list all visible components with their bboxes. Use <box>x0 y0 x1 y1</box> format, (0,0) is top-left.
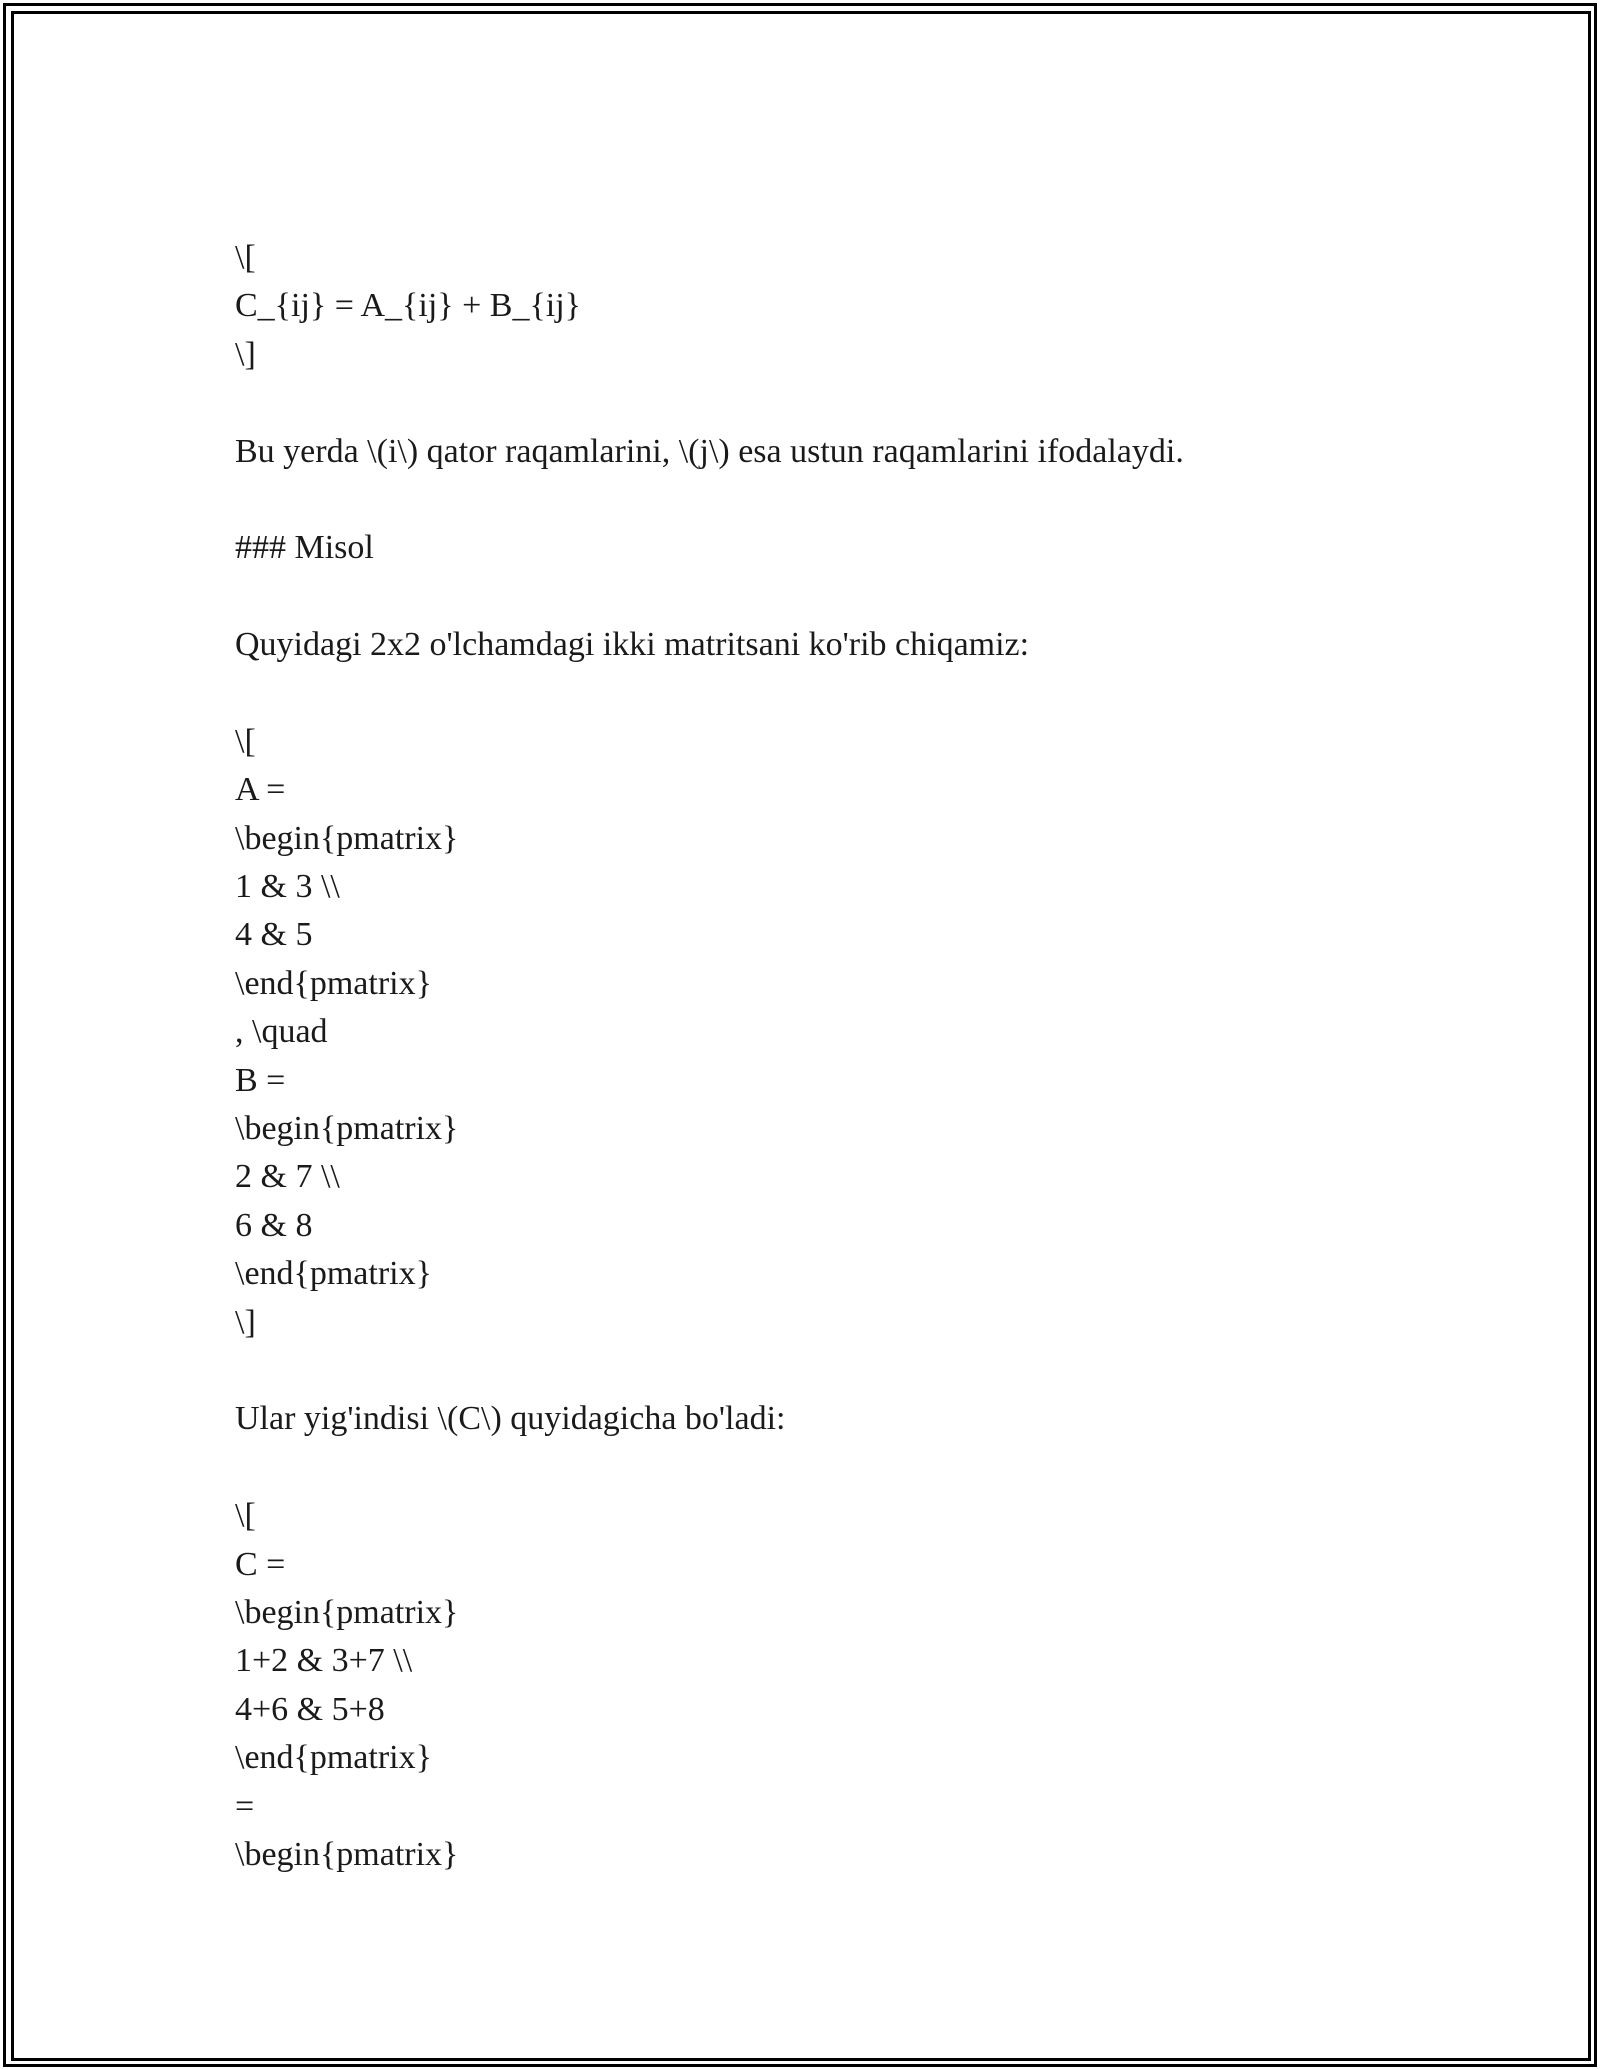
spacer <box>235 573 1435 621</box>
formula-line: \[ <box>235 722 256 760</box>
spacer <box>235 476 1435 524</box>
formula-line: \begin{pmatrix} <box>235 1593 459 1631</box>
paragraph-sum-intro: Ular yig'indisi \(C\) quyidagicha bo'ladi: <box>235 1400 786 1438</box>
formula-line: B = <box>235 1061 286 1099</box>
formula-block-1 <box>235 234 1435 379</box>
formula-line: , \quad <box>235 1013 328 1051</box>
spacer <box>235 1347 1435 1395</box>
spacer <box>235 379 1435 427</box>
formula-line: C = <box>235 1545 286 1583</box>
formula-line: = <box>235 1787 255 1825</box>
formula-line: \end{pmatrix} <box>235 1739 432 1777</box>
formula-line: 6 & 8 <box>235 1206 313 1244</box>
formula-block-3 <box>235 1492 1435 1879</box>
spacer <box>235 670 1435 718</box>
formula-line: \] <box>235 335 256 373</box>
formula-line: \end{pmatrix} <box>235 964 432 1002</box>
document-body <box>235 234 1435 1879</box>
formula-block-2 <box>235 718 1435 1347</box>
formula-line: \begin{pmatrix} <box>235 1110 459 1148</box>
heading-example: ### Misol <box>235 529 374 567</box>
formula-line: \begin{pmatrix} <box>235 819 459 857</box>
paragraph-matrices-intro: Quyidagi 2x2 o'lchamdagi ikki matritsani ko'rib chiqamiz: <box>235 626 1030 664</box>
paragraph-index-explanation: Bu yerda \(i\) qator raqamlarini, \(j\) esa ustun raqamlarini ifodalaydi. <box>235 432 1184 470</box>
formula-line: \] <box>235 1303 256 1341</box>
formula-line: 2 & 7 \\ <box>235 1158 340 1196</box>
formula-line: A = <box>235 771 286 809</box>
formula-line: 1+2 & 3+7 \\ <box>235 1642 413 1680</box>
formula-line: C_{ij} = A_{ij} + B_{ij} <box>235 287 581 325</box>
formula-line: \[ <box>235 1497 256 1535</box>
spacer <box>235 1444 1435 1492</box>
formula-line: 4+6 & 5+8 <box>235 1690 385 1728</box>
formula-line: \[ <box>235 239 256 276</box>
formula-line: 4 & 5 <box>235 916 313 954</box>
formula-line: 1 & 3 \\ <box>235 868 340 906</box>
formula-line: \begin{pmatrix} <box>235 1835 459 1873</box>
formula-line: \end{pmatrix} <box>235 1255 432 1293</box>
